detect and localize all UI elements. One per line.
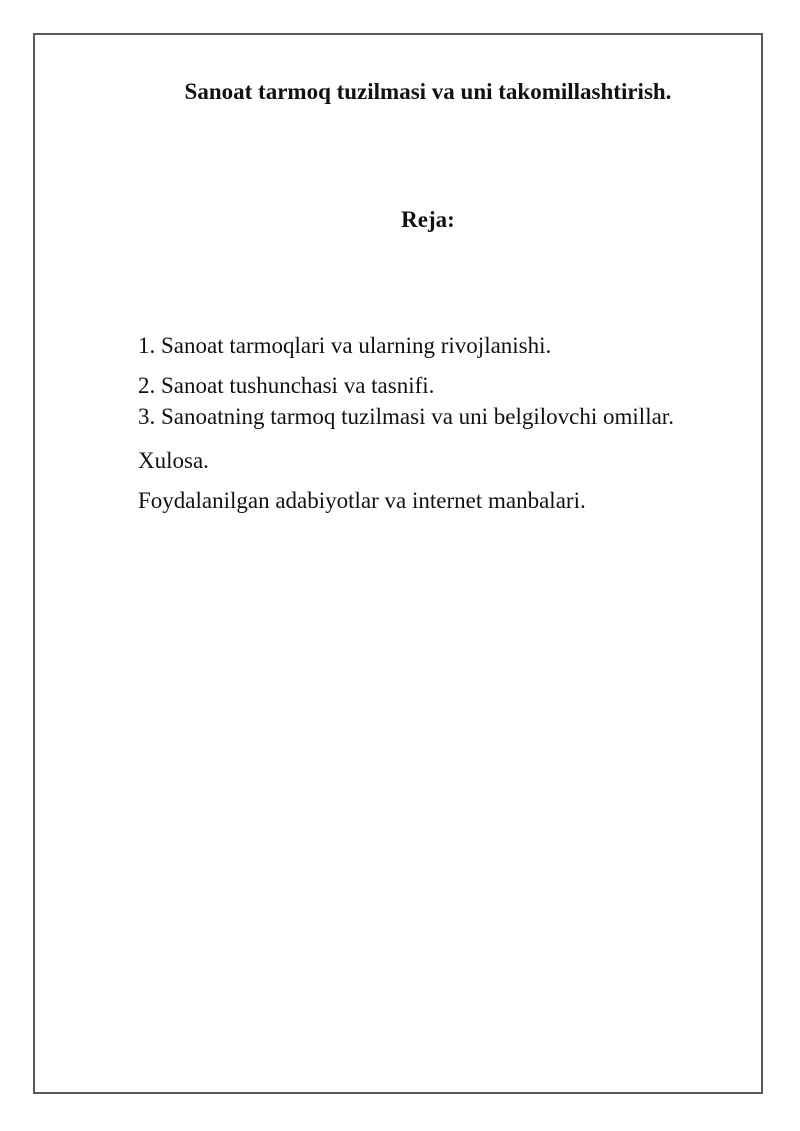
plan-item-3: 3. Sanoatning tarmoq tuzilmasi va uni belgilovchi omillar. <box>138 404 674 429</box>
plan-heading: Reja: <box>401 207 455 232</box>
plan-item-references: Foydalanilgan adabiyotlar va internet manbalari. <box>138 488 586 513</box>
plan-item-1: 1. Sanoat tarmoqlari va ularning rivojlanishi. <box>138 333 552 358</box>
plan-item-2: 2. Sanoat tushunchasi va tasnifi. <box>138 373 435 398</box>
plan-item-conclusion: Xulosa. <box>138 448 209 473</box>
document-title: Sanoat tarmoq tuzilmasi va uni takomillashtirish. <box>184 79 672 104</box>
page-border <box>33 33 763 1094</box>
